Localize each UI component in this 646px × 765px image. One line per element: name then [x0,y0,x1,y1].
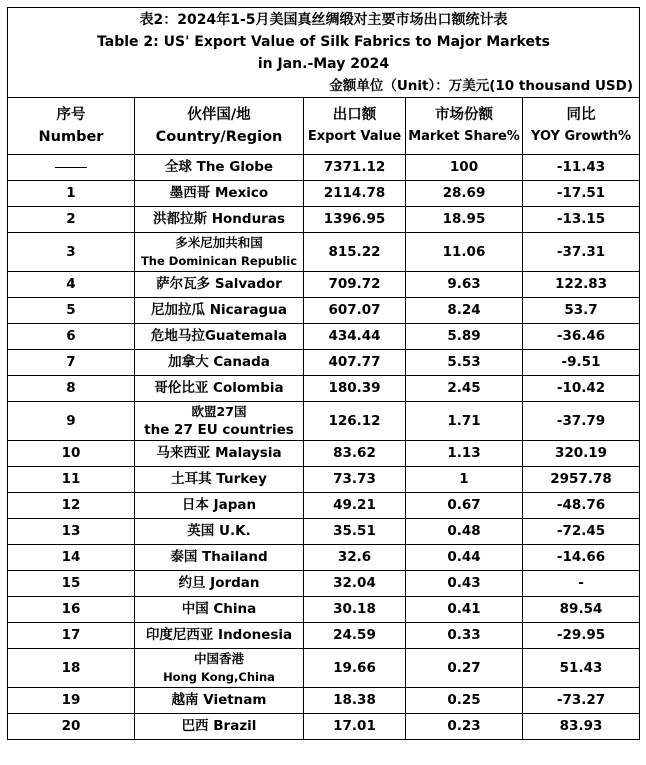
row-yoy-growth: -9.51 [523,350,640,376]
row-country-zh: 中国香港 [193,651,244,666]
row-number: 18 [8,649,135,688]
row-market-share: 0.41 [406,597,523,623]
row-market-share: 9.63 [406,272,523,298]
row-export-value: 434.44 [304,324,406,350]
row-country: 巴西 Brazil [135,714,304,740]
row-country: 洪都拉斯 Honduras [135,207,304,233]
row-export-value: 126.12 [304,402,406,441]
row-country: 土耳其 Turkey [135,467,304,493]
row-number: 11 [8,467,135,493]
row-country: 日本 Japan [135,493,304,519]
row-export-value: 18.38 [304,688,406,714]
row-number: 10 [8,441,135,467]
title-en-line2: in Jan.-May 2024 [257,56,390,72]
row-market-share: 0.23 [406,714,523,740]
row-number: 4 [8,272,135,298]
table-row [8,272,640,298]
row-number: 17 [8,623,135,649]
table-row [8,493,640,519]
row-yoy-growth: 320.19 [523,441,640,467]
row-country: 加拿大 Canada [135,350,304,376]
row-export-value: 32.6 [304,545,406,571]
table-row [8,688,640,714]
row-export-value: 607.07 [304,298,406,324]
row-export-value: 73.73 [304,467,406,493]
row-country: 萨尔瓦多 Salvador [135,272,304,298]
row-country-zh: 欧盟27国 [191,404,247,419]
row-country: 泰国 Thailand [135,545,304,571]
export-table-frame [7,7,639,759]
row-market-share: 100 [406,155,523,181]
row-country: 尼加拉瓜 Nicaragua [135,298,304,324]
row-country: 墨西哥 Mexico [135,181,304,207]
row-yoy-growth: -37.79 [523,402,640,441]
row-export-value: 24.59 [304,623,406,649]
title-zh: 表2：2024年1-5月美国真丝绸缎对主要市场出口额统计表 [139,12,508,28]
row-country: 英国 U.K. [135,519,304,545]
row-yoy-growth: - [523,571,640,597]
table-row [8,441,640,467]
row-market-share: 0.33 [406,623,523,649]
header-number [8,98,135,155]
row-market-share: 0.67 [406,493,523,519]
header-yoy-growth [523,98,640,155]
row-market-share: 1 [406,467,523,493]
row-export-value: 407.77 [304,350,406,376]
header-country-zh: 伙伴国/地 [187,107,251,123]
row-yoy-growth: -29.95 [523,623,640,649]
header-growth-en: YOY Growth% [531,129,632,144]
header-export-value [304,98,406,155]
row-yoy-growth: -37.31 [523,233,640,272]
table-title-row [8,8,640,76]
row-yoy-growth: -36.46 [523,324,640,350]
table-row [8,155,640,181]
row-yoy-growth: 51.43 [523,649,640,688]
row-country [135,649,304,688]
header-share-en: Market Share% [408,129,520,144]
row-country: 全球 The Globe [135,155,304,181]
row-yoy-growth: -73.27 [523,688,640,714]
row-export-value: 815.22 [304,233,406,272]
row-number: 1 [8,181,135,207]
table-row [8,623,640,649]
table-title [8,8,640,76]
row-country: 马来西亚 Malaysia [135,441,304,467]
row-export-value: 7371.12 [304,155,406,181]
row-number: 6 [8,324,135,350]
row-country: 约旦 Jordan [135,571,304,597]
row-yoy-growth: 53.7 [523,298,640,324]
table-row [8,233,640,272]
row-number: 5 [8,298,135,324]
row-yoy-growth: -13.15 [523,207,640,233]
row-export-value: 1396.95 [304,207,406,233]
header-value-zh: 出口额 [332,107,377,123]
row-country: 中国 China [135,597,304,623]
row-export-value: 19.66 [304,649,406,688]
row-export-value: 2114.78 [304,181,406,207]
row-yoy-growth: 2957.78 [523,467,640,493]
row-country: 危地马拉Guatemala [135,324,304,350]
row-export-value: 17.01 [304,714,406,740]
row-country: 印度尼西亚 Indonesia [135,623,304,649]
header-country-en: Country/Region [155,129,283,145]
row-export-value: 30.18 [304,597,406,623]
row-number: 19 [8,688,135,714]
silk-export-table [7,7,640,740]
dash-mark [55,167,87,168]
row-market-share: 0.43 [406,571,523,597]
row-number: 2 [8,207,135,233]
table-row [8,545,640,571]
row-export-value: 35.51 [304,519,406,545]
row-number: 14 [8,545,135,571]
header-row [8,98,640,155]
row-market-share: 1.13 [406,441,523,467]
row-yoy-growth: -72.45 [523,519,640,545]
row-export-value: 49.21 [304,493,406,519]
header-value-en: Export Value [307,129,402,144]
table-row [8,467,640,493]
row-yoy-growth: -14.66 [523,545,640,571]
title-en-line1: Table 2: US' Export Value of Silk Fabrics to Major Markets [97,34,550,50]
row-market-share: 0.27 [406,649,523,688]
row-export-value: 32.04 [304,571,406,597]
row-market-share: 0.48 [406,519,523,545]
row-market-share: 0.44 [406,545,523,571]
row-yoy-growth: 89.54 [523,597,640,623]
row-number: 8 [8,376,135,402]
row-export-value: 83.62 [304,441,406,467]
row-number: 7 [8,350,135,376]
row-number: 15 [8,571,135,597]
header-country [135,98,304,155]
unit-row [8,75,640,98]
header-number-en: Number [38,129,104,145]
row-yoy-growth: 122.83 [523,272,640,298]
row-market-share: 11.06 [406,233,523,272]
row-market-share: 28.69 [406,181,523,207]
row-yoy-growth: 83.93 [523,714,640,740]
unit-label: 金额单位（Unit）：万美元(10 thousand USD) [8,75,640,98]
header-market-share [406,98,523,155]
row-yoy-growth: -11.43 [523,155,640,181]
header-number-zh: 序号 [56,107,86,123]
header-growth-zh: 同比 [566,107,596,123]
table-body [8,155,640,740]
table-row [8,519,640,545]
row-number: 16 [8,597,135,623]
row-country-zh: 多米尼加共和国 [175,235,263,250]
table-row [8,402,640,441]
row-yoy-growth: -48.76 [523,493,640,519]
row-market-share: 0.25 [406,688,523,714]
row-market-share: 18.95 [406,207,523,233]
row-yoy-growth: -10.42 [523,376,640,402]
row-market-share: 5.89 [406,324,523,350]
table-row [8,350,640,376]
table-row [8,714,640,740]
table-row [8,571,640,597]
table-row [8,597,640,623]
table-row [8,298,640,324]
row-number: 3 [8,233,135,272]
row-number: 12 [8,493,135,519]
row-country-en: The Dominican Republic [140,254,298,268]
row-country-en: the 27 EU countries [144,422,294,438]
row-country [135,402,304,441]
row-market-share: 1.71 [406,402,523,441]
table-row [8,649,640,688]
row-number: 20 [8,714,135,740]
row-country-en: Hong Kong,China [163,670,275,684]
table-row [8,324,640,350]
row-number [8,155,135,181]
row-export-value: 709.72 [304,272,406,298]
table-row [8,376,640,402]
row-number: 13 [8,519,135,545]
header-share-zh: 市场份额 [435,107,493,123]
table-row [8,181,640,207]
row-export-value: 180.39 [304,376,406,402]
table-row [8,207,640,233]
row-market-share: 2.45 [406,376,523,402]
row-number: 9 [8,402,135,441]
row-yoy-growth: -17.51 [523,181,640,207]
row-market-share: 5.53 [406,350,523,376]
row-country: 越南 Vietnam [135,688,304,714]
row-number-text [87,159,88,160]
row-country [135,233,304,272]
row-country: 哥伦比亚 Colombia [135,376,304,402]
row-market-share: 8.24 [406,298,523,324]
